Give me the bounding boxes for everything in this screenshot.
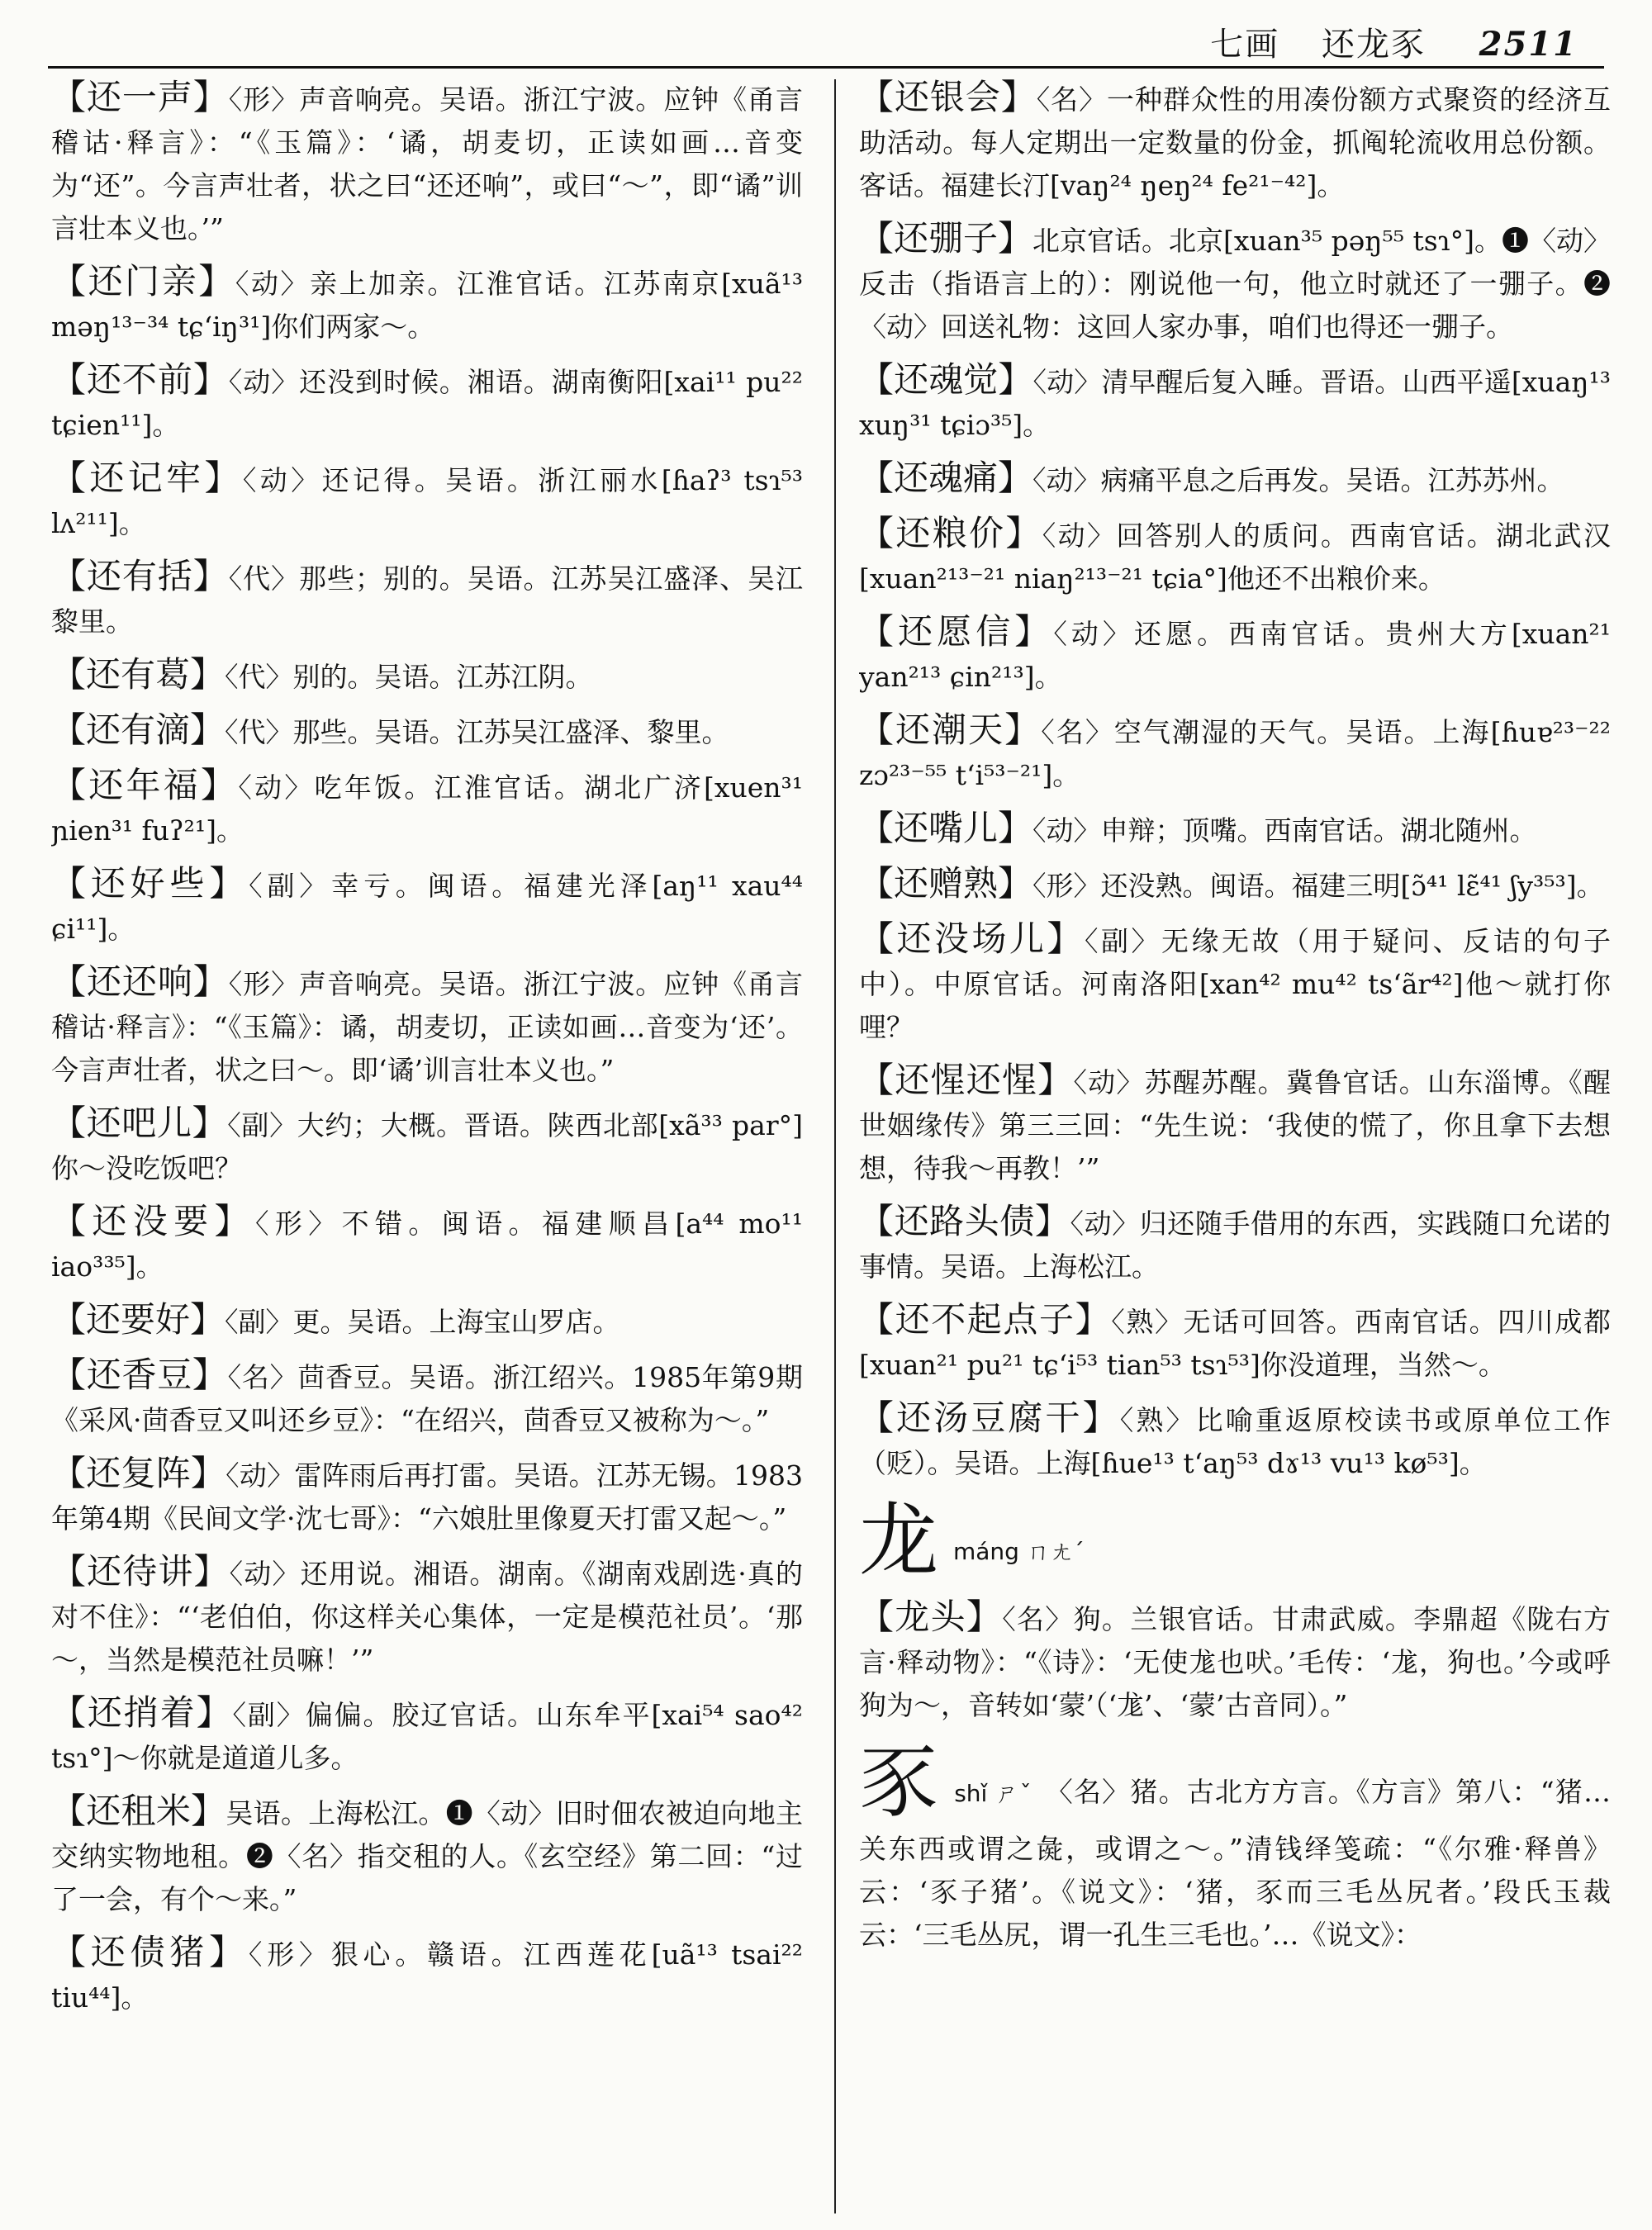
- entry-headword: 【还还响】: [51, 961, 229, 1002]
- entry-headword: 【还没要】: [51, 1201, 255, 1241]
- entry-headword: 【还汤豆腐干】: [859, 1397, 1120, 1438]
- entry-headword: 【还年福】: [51, 765, 239, 805]
- entry-body: 〈名〉猪。古北方方言。《方言》第八：“猪…关东西或谓之彘，或谓之～。”清钱绎笺疏：“《尔雅·释兽》云：‘豕子猪’。《说文》：‘猪，豕而三毛丛尻者。’段氏玉裁云：‘三毛丛尻，谓一孔生三毛也。’…《说文》：: [859, 1776, 1611, 1951]
- head-char-shi: [859, 1737, 1611, 1957]
- dictionary-entry: [51, 1200, 803, 1288]
- entry-body: 〈副〉大约；大概。晋语。陕西北部[xã³³ par°]你～没吃饭吧？: [51, 1109, 803, 1184]
- dictionary-entry: [859, 1200, 1611, 1288]
- dictionary-entry: [51, 862, 803, 951]
- dictionary-entry: [859, 862, 1611, 908]
- entry-body: 〈动〉吃年饭。江淮官话。湖北广济[xuen³¹ ɲien³¹ fuʔ²¹]。: [51, 771, 803, 847]
- dictionary-entry: [859, 217, 1611, 349]
- entry-headword: 【龙头】: [859, 1597, 1003, 1637]
- entry-headword: 【还有滴】: [51, 709, 225, 750]
- entry-body: 〈代〉别的。吴语。江苏江阴。: [225, 661, 593, 693]
- entry-headword: 【还不起点子】: [859, 1299, 1112, 1340]
- entry-body: 〈代〉那些。吴语。江苏吴江盛泽、黎里。: [225, 716, 729, 748]
- entry-headword: 【还银会】: [859, 77, 1037, 117]
- header-chars: 还龙豕: [1321, 26, 1426, 64]
- entry-headword: 【还弸子】: [859, 218, 1033, 259]
- entry-headword: 【还不前】: [51, 359, 229, 400]
- entry-body: 〈动〉归还随手借用的东西，实践随口允诺的事情。吴语。上海松江。: [859, 1208, 1611, 1283]
- page-number: 2511: [1479, 25, 1578, 64]
- header-rule: [48, 66, 1604, 69]
- dictionary-entry: [51, 1452, 803, 1540]
- dictionary-entry: [51, 709, 803, 754]
- entry-headword: 【还有葛】: [51, 654, 225, 695]
- dictionary-entry: [859, 709, 1611, 797]
- entry-headword: 【还嘴儿】: [859, 808, 1033, 848]
- entry-body: 〈动〉雷阵雨后再打雷。吴语。江苏无锡。1983年第4期《民间文学·沈七哥》：“六娘肚里像夏天打雷又起～。”: [51, 1459, 803, 1535]
- entry-headword: 【还好些】: [51, 863, 249, 904]
- entry-body: 〈形〉声音响亮。吴语。浙江宁波。应钟《甬言稽诂·释言》：“《玉篇》：谲，胡麦切，正读如画…音变为‘还’。今言声壮者，状之曰～。即‘谲’训言壮本义也。”: [51, 968, 803, 1086]
- dictionary-entry: [51, 1790, 803, 1921]
- dictionary-entry: [51, 76, 803, 250]
- entry-body: 〈熟〉比喻重返原校读书或原单位工作（贬）。吴语。上海[ɦue¹³ tʻaŋ⁵³ dɤ¹³ vu¹³ kø⁵³]。: [859, 1404, 1611, 1479]
- dictionary-entry: [859, 1397, 1611, 1485]
- entry-headword: 【还门亲】: [51, 261, 235, 301]
- entry-headword: 【还债猪】: [51, 1932, 249, 1972]
- entry-body: 〈名〉狗。兰银官话。甘肃武威。李鼎超《陇右方言·释动物》：“《诗》：‘无使尨也吠。’毛传：‘尨，狗也。’今或呼狗为～，音转如‘蒙’（‘尨’、‘蒙’古音同）。”: [859, 1603, 1611, 1721]
- entry-headword: 【还潮天】: [859, 709, 1042, 750]
- entry-body: 〈动〉还用说。湘语。湖南。《湖南戏剧选·真的对不住》：“‘老伯伯，你这样关心集体，一定是模范社员’。‘那～，当然是模范社员嘛！’”: [51, 1558, 803, 1676]
- running-header: [1180, 18, 1578, 65]
- entry-headword: 【还香豆】: [51, 1355, 228, 1395]
- entry-body: 〈形〉还没熟。闽语。福建三明[ɔ̃⁴¹ lɛ̃⁴¹ ʃy³⁵³]。: [1032, 870, 1604, 902]
- entry-body: 〈名〉空气潮湿的天气。吴语。上海[ɦuɐ²³⁻²² zɔ²³⁻⁵⁵ tʻi⁵³⁻²¹]。: [859, 716, 1611, 791]
- entry-body: 北京官话。北京[xuan³⁵ pəŋ⁵⁵ tsɿ°]。❶〈动〉反击（指语言上的）：刚说他一句，他立时就还了一弸子。❷〈动〉回送礼物：这回人家办事，咱们也得还一弸子。: [859, 225, 1611, 343]
- dictionary-entry: [859, 512, 1611, 600]
- entry-body: 〈动〉清早醒后复入睡。晋语。山西平遥[xuaŋ¹³ xuŋ³¹ tɕiɔ³⁵]。: [859, 366, 1611, 441]
- entry-headword: 【还吧儿】: [51, 1103, 228, 1143]
- dictionary-entry: [51, 653, 803, 699]
- entry-body: 〈名〉茴香豆。吴语。浙江绍兴。1985年第9期《采风·茴香豆又叫还乡豆》：“在绍兴，茴香豆又被称为～。”: [51, 1361, 803, 1436]
- dictionary-entry: [859, 1298, 1611, 1387]
- entry-body: 〈名〉一种群众性的用凑份额方式聚资的经济互助活动。每人定期出一定数量的份金，抓阄轮流收用总份额。客话。福建长汀[vaŋ²⁴ ŋeŋ²⁴ fe²¹⁻⁴²]。: [859, 83, 1611, 202]
- dictionary-entry: [51, 457, 803, 545]
- entry-headword: 【还愿信】: [859, 611, 1054, 652]
- entry-headword: 【还捎着】: [51, 1692, 233, 1733]
- header-section: 七画: [1210, 26, 1280, 64]
- entry-body: 〈副〉更。吴语。上海宝山罗店。: [225, 1306, 620, 1338]
- entry-body: 〈动〉苏醒苏醒。冀鲁官话。山东淄博。《醒世姻缘传》第三三回：“先生说：‘我使的慌了，你且拿下去想想，待我～再教！’”: [859, 1066, 1611, 1184]
- dictionary-entry: [859, 610, 1611, 699]
- dictionary-entry: [51, 764, 803, 852]
- entry-headword: 【还魂觉】: [859, 359, 1033, 400]
- entry-body: 〈副〉幸亏。闽语。福建光泽[aŋ¹¹ xau⁴⁴ ɕi¹¹]。: [51, 870, 803, 945]
- entry-headword: 【还复阵】: [51, 1453, 226, 1493]
- entry-body: 〈动〉亲上加亲。江淮官话。江苏南京[xuã¹³ məŋ¹³⁻³⁴ tɕʻiŋ³¹]你们两家～。: [51, 268, 803, 343]
- long-entries: [859, 1596, 1611, 1727]
- entry-headword: 【还一声】: [51, 77, 229, 117]
- entry-headword: 【还路头债】: [859, 1201, 1070, 1241]
- entry-headword: 【还租米】: [51, 1791, 226, 1831]
- entry-body: 〈形〉声音响亮。吴语。浙江宁波。应钟《甬言稽诂·释言》：“《玉篇》：‘谲，胡麦切，正读如画…音变为“还”。今言声壮者，状之曰“还还响”，或曰“～”，即“谲”训言壮本义也。’”: [51, 83, 803, 244]
- head-char: 龙: [859, 1494, 938, 1587]
- dictionary-entry: [51, 1931, 803, 2019]
- dictionary-entry: [51, 358, 803, 447]
- entry-body: 〈熟〉无话可回答。西南官话。四川成都[xuan²¹ pu²¹ tɕʻi⁵³ tian⁵³ tsɿ⁵³]你没道理，当然～。: [859, 1306, 1611, 1381]
- head-pinyin: máng ㄇㄤˊ: [953, 1538, 1085, 1565]
- entry-headword: 【还有括】: [51, 556, 229, 596]
- entry-body: 〈动〉回答别人的质问。西南官话。湖北武汉[xuan²¹³⁻²¹ niaŋ²¹³⁻²¹ tɕia°]他还不出粮价来。: [859, 520, 1611, 595]
- dictionary-entry: [51, 961, 803, 1092]
- entry-body: 〈代〉那些；别的。吴语。江苏吴江盛泽、吴江黎里。: [51, 562, 803, 638]
- entry-body: 吴语。上海松江。❶〈动〉旧时佃农被迫向地主交纳实物地租。❷〈名〉指交租的人。《玄空经》第二回：“过了一会，有个～来。”: [51, 1797, 803, 1915]
- dictionary-entry: [859, 1596, 1611, 1727]
- dictionary-entry: [51, 260, 803, 349]
- head-pinyin: shǐ ㄕˇ: [954, 1780, 1032, 1807]
- head-char-long: [859, 1495, 1611, 1586]
- entry-body: 〈动〉病痛平息之后再发。吴语。江苏苏州。: [1032, 464, 1564, 496]
- dictionary-entry: [859, 1059, 1611, 1190]
- entry-headword: 【还要好】: [51, 1299, 225, 1340]
- entry-body: 〈副〉偏偏。胶辽官话。山东牟平[xai⁵⁴ sao⁴² tsɿ°]～你就是道道儿多。: [51, 1699, 803, 1774]
- right-column: [859, 76, 1611, 1967]
- entry-headword: 【还没场儿】: [859, 918, 1085, 959]
- entry-body: 〈动〉还没到时候。湘语。湖南衡阳[xai¹¹ pu²² tɕien¹¹]。: [51, 366, 803, 441]
- dictionary-entry: [859, 807, 1611, 852]
- left-column: [51, 76, 803, 2029]
- entry-headword: 【还赠熟】: [859, 863, 1033, 904]
- entry-body: 〈动〉还愿。西南官话。贵州大方[xuan²¹ yan²¹³ ɕin²¹³]。: [859, 618, 1611, 693]
- dictionary-entry: [859, 76, 1611, 207]
- dictionary-entry: [51, 1298, 803, 1344]
- entry-headword: 【还记牢】: [51, 458, 243, 498]
- dictionary-entry: [859, 918, 1611, 1049]
- entry-body: 〈形〉不错。闽语。福建顺昌[a⁴⁴ mo¹¹ iao³³⁵]。: [51, 1208, 803, 1283]
- entry-headword: 【还待讲】: [51, 1551, 230, 1592]
- entry-headword: 【还粮价】: [859, 513, 1042, 553]
- entry-headword: 【还魂痛】: [859, 458, 1033, 498]
- entry-body: 〈动〉申辩；顶嘴。西南官话。湖北随州。: [1032, 814, 1537, 847]
- entry-headword: 【还惺还惺】: [859, 1060, 1074, 1100]
- dictionary-entry: [859, 457, 1611, 502]
- right-entries: [859, 76, 1611, 1485]
- entry-body: 〈形〉狠心。赣语。江西莲花[uã¹³ tsai²² tiu⁴⁴]。: [51, 1938, 803, 2014]
- dictionary-entry: [51, 1691, 803, 1780]
- dictionary-entry: [51, 1102, 803, 1190]
- dictionary-entry: [51, 1550, 803, 1682]
- dictionary-entry: [51, 1354, 803, 1442]
- head-char: 豕: [859, 1736, 940, 1829]
- entry-body: 〈动〉还记得。吴语。浙江丽水[ɦaʔ³ tsɿ⁵³ lʌ²¹¹]。: [51, 464, 803, 539]
- column-divider: [834, 79, 836, 2213]
- dictionary-entry: [51, 555, 803, 643]
- dictionary-entry: [859, 358, 1611, 447]
- entry-body: 〈副〉无缘无故（用于疑问、反诘的句子中）。中原官话。河南洛阳[xan⁴² mu⁴² tsʻãr⁴²]他～就打你哩？: [859, 925, 1611, 1043]
